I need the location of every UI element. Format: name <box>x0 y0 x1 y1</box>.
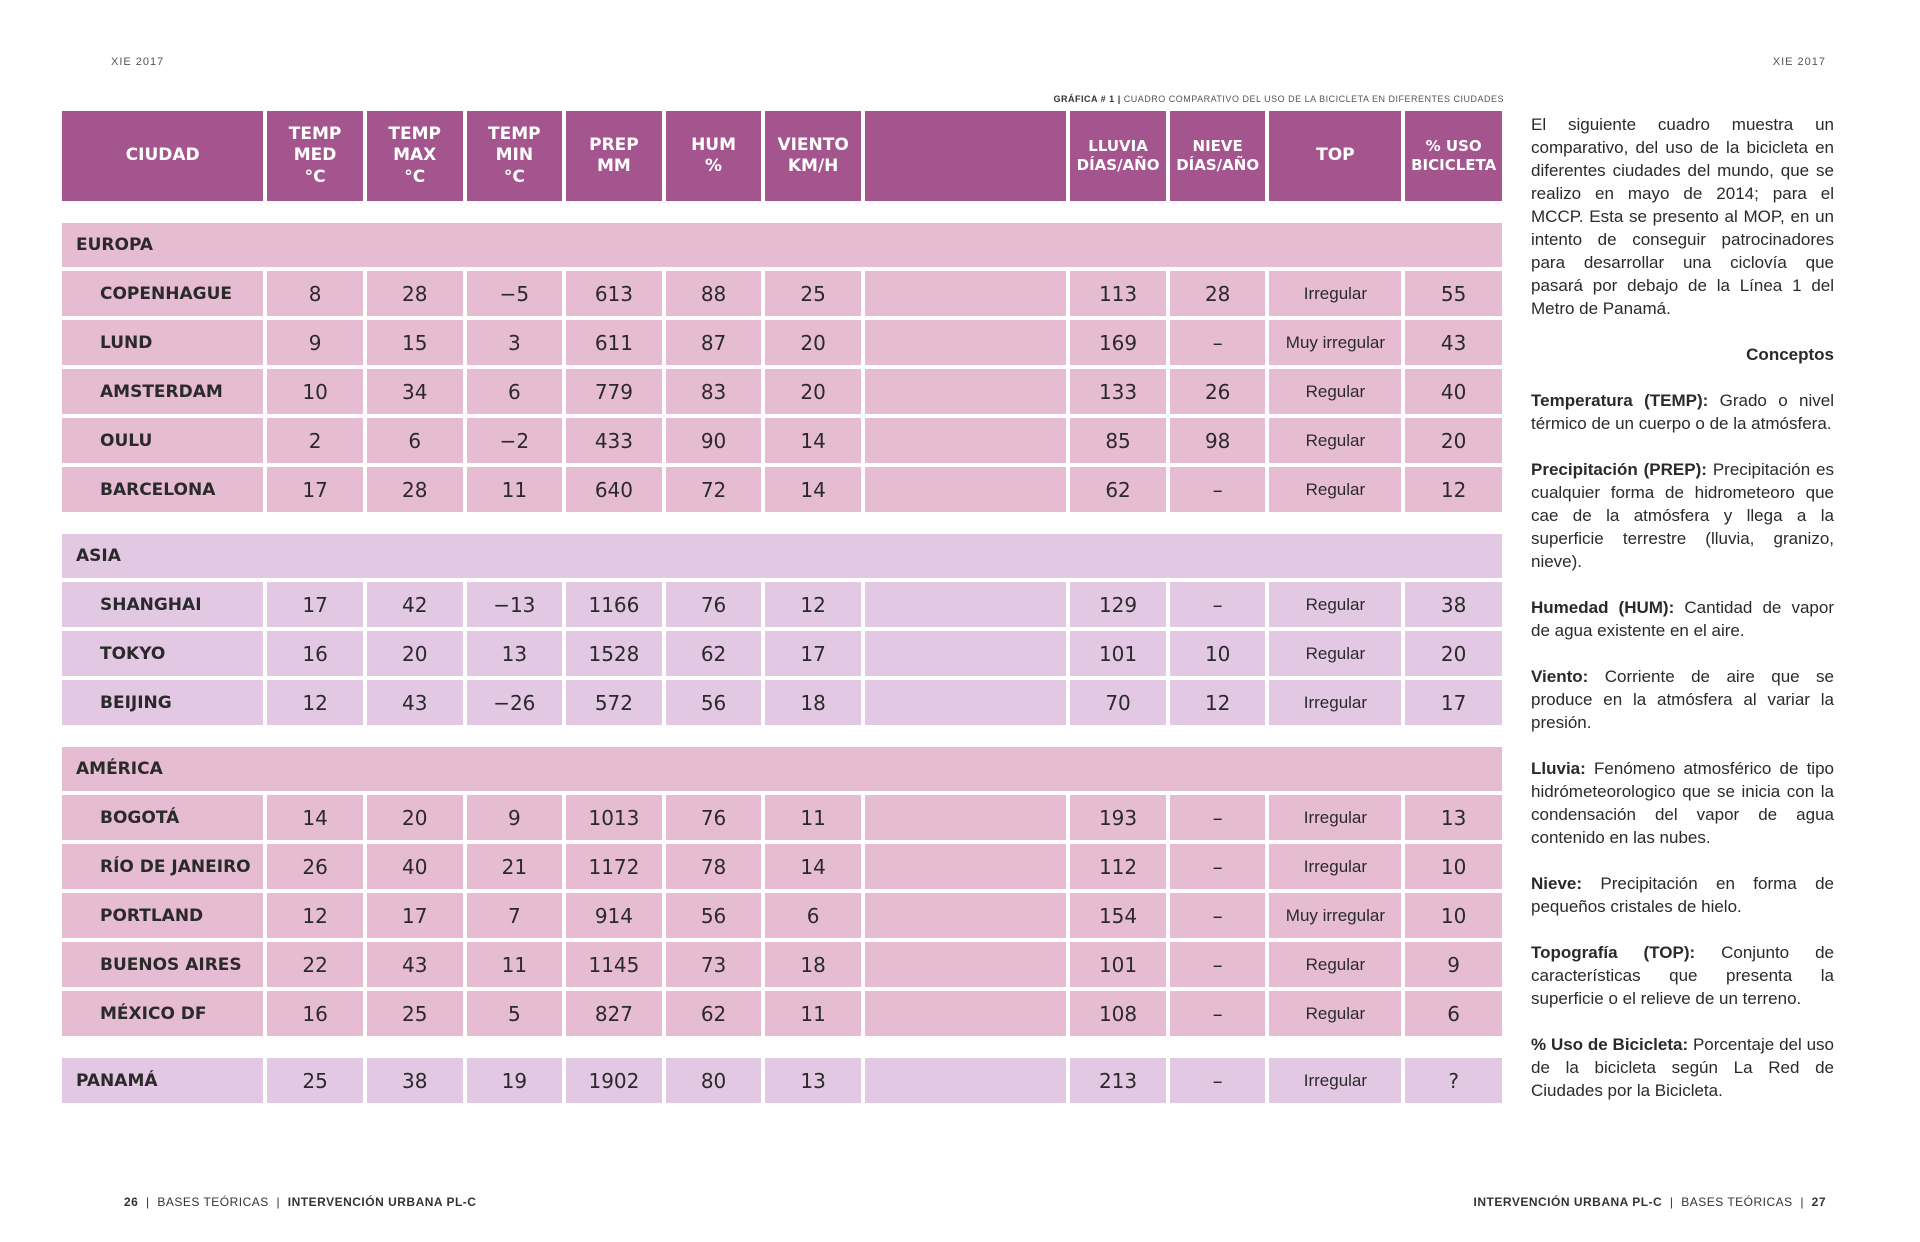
cell-top: Irregular <box>1269 271 1401 316</box>
concept-term: Topografía (TOP): <box>1531 943 1696 962</box>
cell-temp-max: 40 <box>367 844 463 889</box>
cell-blank <box>865 582 1066 627</box>
cell-prep: 1902 <box>566 1058 662 1103</box>
col-header-city: CIUDAD <box>62 111 263 201</box>
footer-left-page: 26 <box>124 1195 139 1209</box>
concept-item <box>1531 665 1834 734</box>
cell-top: Regular <box>1269 467 1401 512</box>
cell-bike: ? <box>1405 1058 1502 1103</box>
cell-bike: 20 <box>1405 418 1502 463</box>
cell-city: LUND <box>62 320 263 365</box>
cell-city: BUENOS AIRES <box>62 942 263 987</box>
cell-rain: 101 <box>1070 631 1166 676</box>
cell-temp-min: 21 <box>467 844 563 889</box>
cell-temp-med: 26 <box>267 844 363 889</box>
cell-temp-med: 16 <box>267 631 363 676</box>
cell-hum: 76 <box>666 795 762 840</box>
cell-bike: 6 <box>1405 991 1502 1036</box>
comparison-table-wrapper <box>62 111 1502 1107</box>
table-row <box>62 893 1502 938</box>
cell-temp-max: 6 <box>367 418 463 463</box>
cell-rain: 154 <box>1070 893 1166 938</box>
cell-rain: 193 <box>1070 795 1166 840</box>
cell-temp-max: 34 <box>367 369 463 414</box>
cell-snow: – <box>1170 844 1266 889</box>
cell-wind: 11 <box>765 991 861 1036</box>
spacer-row <box>62 205 1502 219</box>
table-row <box>62 631 1502 676</box>
cell-rain: 70 <box>1070 680 1166 725</box>
cell-temp-med: 25 <box>267 1058 363 1103</box>
cell-wind: 25 <box>765 271 861 316</box>
col-header-temp-min: TEMP MIN °C <box>467 111 563 201</box>
footer-right <box>1474 1195 1826 1209</box>
cell-prep: 611 <box>566 320 662 365</box>
cell-hum: 73 <box>666 942 762 987</box>
table-body <box>62 205 1502 1103</box>
spacer-row <box>62 1040 1502 1054</box>
cell-prep: 1013 <box>566 795 662 840</box>
cell-snow: – <box>1170 467 1266 512</box>
cell-hum: 80 <box>666 1058 762 1103</box>
cell-top: Regular <box>1269 418 1401 463</box>
cell-snow: – <box>1170 991 1266 1036</box>
cell-city: BARCELONA <box>62 467 263 512</box>
table-row <box>62 271 1502 316</box>
cell-temp-min: −13 <box>467 582 563 627</box>
table-row <box>62 1058 1502 1103</box>
cell-bike: 40 <box>1405 369 1502 414</box>
cell-rain: 85 <box>1070 418 1166 463</box>
cell-snow: – <box>1170 942 1266 987</box>
cell-wind: 14 <box>765 467 861 512</box>
cell-blank <box>865 942 1066 987</box>
table-row <box>62 844 1502 889</box>
cell-snow: 28 <box>1170 271 1266 316</box>
concept-term: Precipitación (PREP): <box>1531 460 1707 479</box>
caption-text: CUADRO COMPARATIVO DEL USO DE LA BICICLETA EN DIFERENTES CIUDADES <box>1123 94 1504 104</box>
cell-prep: 433 <box>566 418 662 463</box>
cell-temp-max: 43 <box>367 942 463 987</box>
col-header-rain: LLUVIA DÍAS/AÑO <box>1070 111 1166 201</box>
footer-right-sep1: | <box>1669 1195 1674 1209</box>
cell-hum: 56 <box>666 893 762 938</box>
region-row <box>62 223 1502 267</box>
cell-snow: 10 <box>1170 631 1266 676</box>
cell-top: Regular <box>1269 991 1401 1036</box>
cell-top: Irregular <box>1269 680 1401 725</box>
cell-top: Irregular <box>1269 795 1401 840</box>
col-header-snow: NIEVE DÍAS/AÑO <box>1170 111 1266 201</box>
cell-top: Regular <box>1269 942 1401 987</box>
cell-top: Regular <box>1269 631 1401 676</box>
cell-wind: 13 <box>765 1058 861 1103</box>
cell-snow: 12 <box>1170 680 1266 725</box>
caption-label: GRÁFICA # 1 <box>1053 94 1115 104</box>
col-header-blank <box>865 111 1066 201</box>
cell-prep: 1145 <box>566 942 662 987</box>
cell-hum: 88 <box>666 271 762 316</box>
cell-top: Regular <box>1269 582 1401 627</box>
table-row <box>62 795 1502 840</box>
cell-snow: – <box>1170 893 1266 938</box>
spacer-cell <box>62 729 1502 743</box>
cell-city: OULU <box>62 418 263 463</box>
col-header-top: TOP <box>1269 111 1401 201</box>
sidebar-text <box>1531 113 1834 1125</box>
cell-rain: 62 <box>1070 467 1166 512</box>
cell-wind: 14 <box>765 844 861 889</box>
spacer-cell <box>62 1040 1502 1054</box>
spacer-row <box>62 516 1502 530</box>
cell-temp-max: 43 <box>367 680 463 725</box>
footer-left-section: BASES TEÓRICAS <box>157 1195 269 1209</box>
concept-definition: Corriente de aire que se produce en la atmósfera al variar la presión. <box>1531 667 1834 732</box>
cell-prep: 779 <box>566 369 662 414</box>
header-right: XIE 2017 <box>1772 56 1826 68</box>
spacer-cell <box>62 205 1502 219</box>
cell-wind: 6 <box>765 893 861 938</box>
region-row <box>62 534 1502 578</box>
cell-temp-max: 15 <box>367 320 463 365</box>
cell-prep: 914 <box>566 893 662 938</box>
cell-rain: 113 <box>1070 271 1166 316</box>
cell-hum: 90 <box>666 418 762 463</box>
concepts-list <box>1531 389 1834 1102</box>
col-header-prep: PREP MM <box>566 111 662 201</box>
cell-prep: 827 <box>566 991 662 1036</box>
cell-bike: 20 <box>1405 631 1502 676</box>
concept-item <box>1531 389 1834 435</box>
cell-snow: – <box>1170 795 1266 840</box>
cell-blank <box>865 680 1066 725</box>
col-header-bike: % USO BICICLETA <box>1405 111 1502 201</box>
cell-hum: 62 <box>666 991 762 1036</box>
cell-top: Muy irregular <box>1269 320 1401 365</box>
cell-blank <box>865 369 1066 414</box>
cell-blank <box>865 418 1066 463</box>
concept-term: Nieve: <box>1531 874 1583 893</box>
cell-prep: 572 <box>566 680 662 725</box>
cell-temp-min: 11 <box>467 942 563 987</box>
region-row <box>62 747 1502 791</box>
cell-prep: 640 <box>566 467 662 512</box>
cell-rain: 108 <box>1070 991 1166 1036</box>
footer-right-title: INTERVENCIÓN URBANA PL-C <box>1473 1195 1663 1209</box>
cell-temp-max: 25 <box>367 991 463 1036</box>
cell-wind: 18 <box>765 942 861 987</box>
concept-item <box>1531 596 1834 642</box>
cell-wind: 20 <box>765 369 861 414</box>
table-row <box>62 991 1502 1036</box>
cell-bike: 9 <box>1405 942 1502 987</box>
cell-temp-max: 17 <box>367 893 463 938</box>
cell-hum: 62 <box>666 631 762 676</box>
cell-hum: 83 <box>666 369 762 414</box>
cell-temp-min: −26 <box>467 680 563 725</box>
cell-temp-min: 9 <box>467 795 563 840</box>
cell-city: COPENHAGUE <box>62 271 263 316</box>
cell-hum: 78 <box>666 844 762 889</box>
cell-snow: 26 <box>1170 369 1266 414</box>
cell-city: PANAMÁ <box>62 1058 263 1103</box>
cell-temp-min: 5 <box>467 991 563 1036</box>
col-header-temp-max: TEMP MAX °C <box>367 111 463 201</box>
intro-paragraph: El siguiente cuadro muestra un comparativo, del uso de la bicicleta en diferentes ciudades del mundo, que se realizo en mayo de 2014; para el MCCP. Esta se presento al MOP, en un intento de conseguir patrocinadores para desarrollar una ciclovía que pasará por debajo de la Línea 1 del Metro de Panamá. <box>1531 115 1834 318</box>
concept-term: Viento: <box>1531 667 1589 686</box>
cell-blank <box>865 320 1066 365</box>
cell-blank <box>865 893 1066 938</box>
cell-hum: 76 <box>666 582 762 627</box>
concept-item <box>1531 458 1834 573</box>
cell-city: SHANGHAI <box>62 582 263 627</box>
cell-bike: 13 <box>1405 795 1502 840</box>
cell-blank <box>865 631 1066 676</box>
table-row <box>62 418 1502 463</box>
cell-hum: 87 <box>666 320 762 365</box>
cell-temp-max: 20 <box>367 795 463 840</box>
region-label: ASIA <box>62 534 1502 578</box>
cell-blank <box>865 271 1066 316</box>
cell-wind: 11 <box>765 795 861 840</box>
cell-snow: – <box>1170 582 1266 627</box>
cell-temp-med: 17 <box>267 582 363 627</box>
cell-snow: – <box>1170 320 1266 365</box>
table-caption <box>1054 94 1504 104</box>
region-label: EUROPA <box>62 223 1502 267</box>
cell-rain: 133 <box>1070 369 1166 414</box>
cell-wind: 18 <box>765 680 861 725</box>
cell-wind: 20 <box>765 320 861 365</box>
cell-rain: 169 <box>1070 320 1166 365</box>
concept-definition: Porcentaje del uso de la bicicleta según La Red de Ciudades por la Bicicleta. <box>1531 1035 1834 1100</box>
cell-wind: 17 <box>765 631 861 676</box>
table-row <box>62 467 1502 512</box>
cell-top: Irregular <box>1269 844 1401 889</box>
cell-blank <box>865 795 1066 840</box>
cell-blank <box>865 844 1066 889</box>
cell-top: Muy irregular <box>1269 893 1401 938</box>
caption-separator: | <box>1117 94 1121 104</box>
cell-temp-med: 12 <box>267 680 363 725</box>
cell-city: RÍO DE JANEIRO <box>62 844 263 889</box>
cell-rain: 101 <box>1070 942 1166 987</box>
header-left: XIE 2017 <box>111 56 165 68</box>
cell-blank <box>865 991 1066 1036</box>
cell-temp-max: 28 <box>367 271 463 316</box>
table-row <box>62 320 1502 365</box>
footer-left <box>124 1195 476 1209</box>
cell-temp-max: 20 <box>367 631 463 676</box>
cell-city: TOKYO <box>62 631 263 676</box>
cell-temp-min: −5 <box>467 271 563 316</box>
cell-temp-max: 38 <box>367 1058 463 1103</box>
concept-definition: Fenómeno atmosférico de tipo hidrómeteorologico que se inicia con la condensación del vapor de agua contenido en las nubes. <box>1531 759 1834 847</box>
table-row <box>62 582 1502 627</box>
concept-term: % Uso de Bicicleta: <box>1531 1035 1689 1054</box>
cell-blank <box>865 467 1066 512</box>
concept-item <box>1531 872 1834 918</box>
cell-temp-med: 22 <box>267 942 363 987</box>
concept-item <box>1531 757 1834 849</box>
cell-temp-med: 9 <box>267 320 363 365</box>
cell-wind: 12 <box>765 582 861 627</box>
cell-bike: 38 <box>1405 582 1502 627</box>
cell-rain: 129 <box>1070 582 1166 627</box>
cell-city: PORTLAND <box>62 893 263 938</box>
concept-definition: Precipitación es cualquier forma de hidrometeoro que cae de la atmósfera y llega a la superficie terrestre (lluvia, granizo, nieve). <box>1531 460 1834 571</box>
table-row <box>62 680 1502 725</box>
footer-left-title: INTERVENCIÓN URBANA PL-C <box>287 1195 477 1209</box>
table-row <box>62 369 1502 414</box>
spacer-row <box>62 729 1502 743</box>
cell-city: BOGOTÁ <box>62 795 263 840</box>
cell-city: BEIJING <box>62 680 263 725</box>
footer-right-section: BASES TEÓRICAS <box>1681 1195 1793 1209</box>
cell-temp-med: 14 <box>267 795 363 840</box>
cell-bike: 43 <box>1405 320 1502 365</box>
table-row <box>62 942 1502 987</box>
cell-wind: 14 <box>765 418 861 463</box>
col-header-wind: VIENTO KM/H <box>765 111 861 201</box>
concepts-title: Conceptos <box>1746 345 1834 364</box>
cell-prep: 1528 <box>566 631 662 676</box>
concept-term: Lluvia: <box>1531 759 1586 778</box>
cell-temp-med: 16 <box>267 991 363 1036</box>
concept-term: Humedad (HUM): <box>1531 598 1675 617</box>
cell-bike: 10 <box>1405 893 1502 938</box>
col-header-hum: HUM % <box>666 111 762 201</box>
footer-right-page: 27 <box>1811 1195 1826 1209</box>
cell-temp-med: 8 <box>267 271 363 316</box>
cell-temp-med: 2 <box>267 418 363 463</box>
concept-item <box>1531 941 1834 1010</box>
cell-prep: 1172 <box>566 844 662 889</box>
cell-temp-med: 17 <box>267 467 363 512</box>
concept-definition: Precipitación en forma de pequeños cristales de hielo. <box>1531 874 1834 916</box>
cell-top: Irregular <box>1269 1058 1401 1103</box>
cell-city: AMSTERDAM <box>62 369 263 414</box>
cell-rain: 213 <box>1070 1058 1166 1103</box>
footer-right-sep2: | <box>1800 1195 1804 1209</box>
cell-temp-max: 28 <box>367 467 463 512</box>
cell-snow: 98 <box>1170 418 1266 463</box>
cell-prep: 613 <box>566 271 662 316</box>
cell-bike: 10 <box>1405 844 1502 889</box>
cell-blank <box>865 1058 1066 1103</box>
cell-bike: 55 <box>1405 271 1502 316</box>
cell-temp-min: 6 <box>467 369 563 414</box>
cell-temp-min: 3 <box>467 320 563 365</box>
cell-bike: 12 <box>1405 467 1502 512</box>
cell-hum: 56 <box>666 680 762 725</box>
spacer-cell <box>62 516 1502 530</box>
cell-temp-min: 13 <box>467 631 563 676</box>
cell-rain: 112 <box>1070 844 1166 889</box>
table-header-row <box>62 111 1502 201</box>
concept-definition: Cantidad de vapor de agua existente en el aire. <box>1531 598 1834 640</box>
region-label: AMÉRICA <box>62 747 1502 791</box>
footer-left-sep2: | <box>276 1195 281 1209</box>
cell-temp-min: 19 <box>467 1058 563 1103</box>
concept-definition: Conjunto de características que presenta la superficie o el relieve de un terreno. <box>1531 943 1834 1008</box>
comparison-table <box>58 107 1506 1107</box>
cell-snow: – <box>1170 1058 1266 1103</box>
cell-bike: 17 <box>1405 680 1502 725</box>
cell-hum: 72 <box>666 467 762 512</box>
concept-term: Temperatura (TEMP): <box>1531 391 1709 410</box>
cell-city: MÉXICO DF <box>62 991 263 1036</box>
cell-temp-med: 10 <box>267 369 363 414</box>
cell-temp-min: 11 <box>467 467 563 512</box>
cell-temp-min: 7 <box>467 893 563 938</box>
concept-definition: Grado o nivel térmico de un cuerpo o de la atmósfera. <box>1531 391 1834 433</box>
footer-left-sep1: | <box>146 1195 150 1209</box>
cell-temp-max: 42 <box>367 582 463 627</box>
cell-prep: 1166 <box>566 582 662 627</box>
cell-temp-min: −2 <box>467 418 563 463</box>
concept-item <box>1531 1033 1834 1102</box>
cell-top: Regular <box>1269 369 1401 414</box>
col-header-temp-med: TEMP MED °C <box>267 111 363 201</box>
cell-temp-med: 12 <box>267 893 363 938</box>
